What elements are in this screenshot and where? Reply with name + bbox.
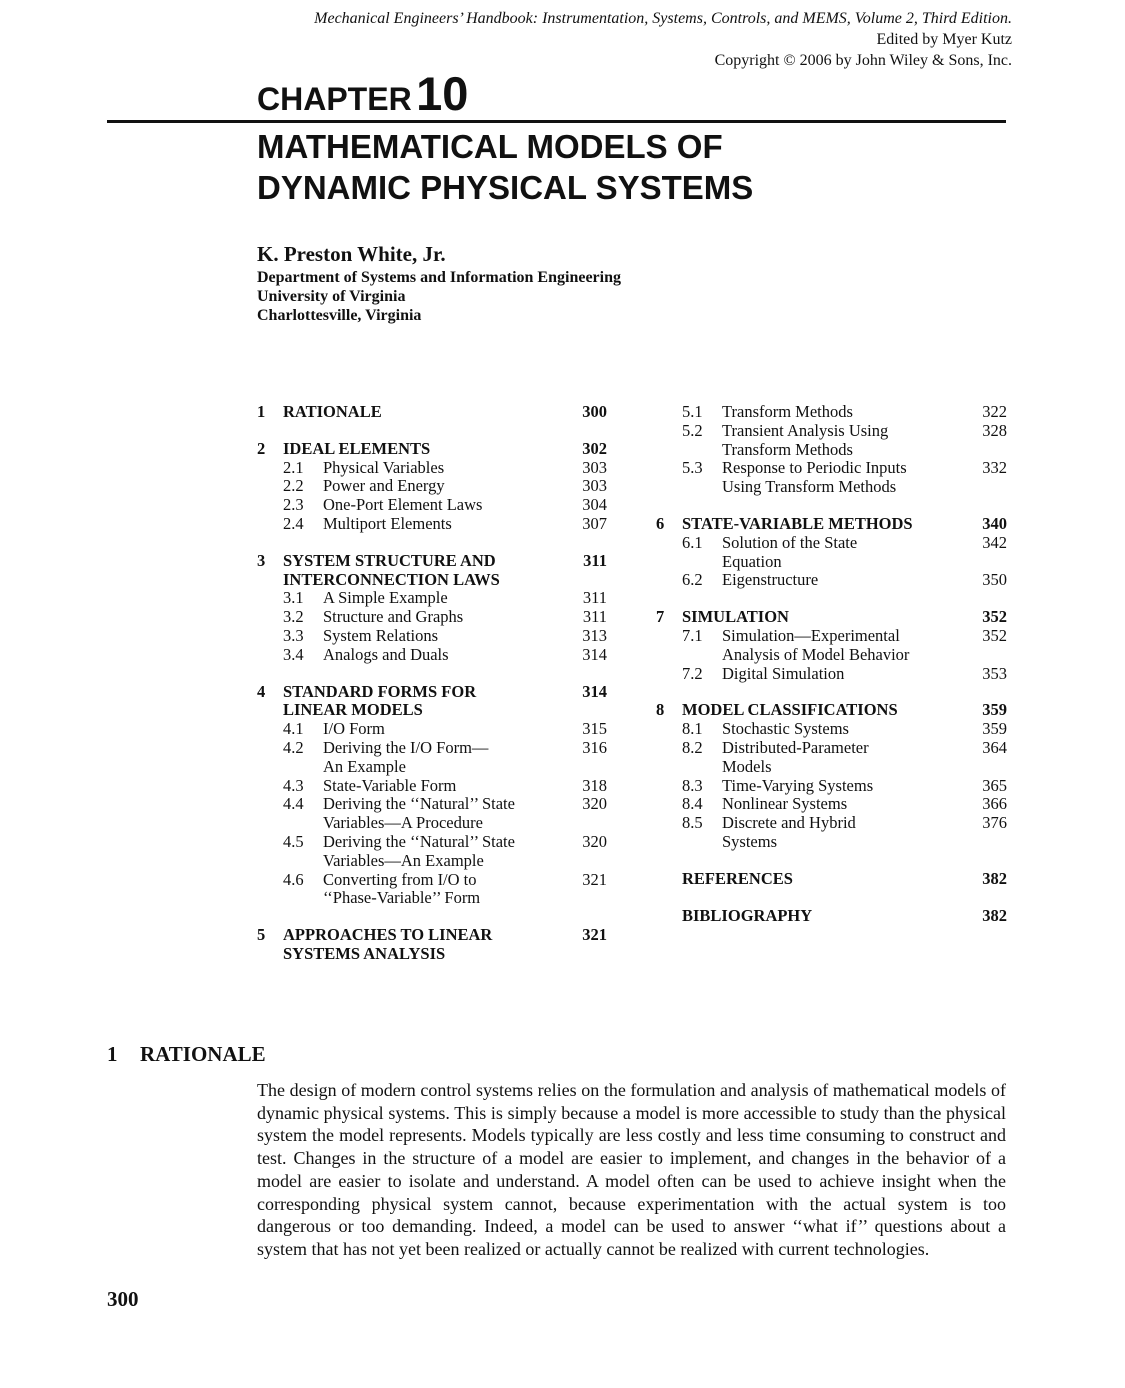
toc-subentry-page: 313 (582, 625, 607, 645)
toc-gap (656, 889, 1007, 907)
author-department: Department of Systems and Information Engineering (257, 269, 621, 286)
toc-subentry-title (722, 459, 963, 497)
toc-entry (257, 683, 607, 721)
toc-subentry-title (722, 403, 963, 422)
toc-subentry-number: 3.2 (283, 607, 304, 627)
toc-subentry-number: 5.3 (682, 458, 703, 478)
author-university: University of Virginia (257, 288, 406, 305)
toc-subentry-title (722, 739, 963, 777)
toc-subentry (257, 627, 607, 646)
toc-title-line: Analogs and Duals (323, 644, 449, 664)
chapter-title-line: DYNAMIC PHYSICAL SYSTEMS (257, 169, 754, 206)
toc-subentry-title (323, 777, 563, 796)
toc-gap (257, 534, 607, 552)
toc-subentry (257, 833, 607, 871)
toc-subentry-title (323, 833, 563, 871)
toc-title-line: Response to Periodic Inputs (722, 458, 907, 478)
toc-subentry-page: 321 (582, 869, 607, 889)
toc-title-line: Analysis of Model Behavior (722, 644, 910, 664)
toc-right-column (656, 403, 1007, 925)
toc-title-line: Eigenstructure (722, 570, 819, 590)
toc-subentry (257, 459, 607, 478)
section-title: RATIONALE (140, 1042, 266, 1066)
toc-entry (257, 926, 607, 964)
toc-title-line: REFERENCES (682, 868, 793, 888)
toc-entry-title (682, 870, 963, 889)
toc-title-line: System Relations (323, 625, 439, 645)
toc-subentry (257, 739, 607, 777)
toc-entry (257, 440, 607, 459)
toc-subentry-number: 5.1 (682, 402, 703, 421)
toc-subentry (656, 739, 1007, 777)
author-location: Charlottesville, Virginia (257, 307, 422, 324)
toc-subentry-page: 350 (982, 570, 1007, 590)
toc-entry (656, 870, 1007, 889)
toc-subentry-number: 2.3 (283, 495, 304, 515)
toc-subentry-number: 3.1 (283, 588, 304, 608)
toc-entry-title (283, 403, 563, 422)
toc-subentry-page: 366 (982, 794, 1007, 814)
toc-title-line: Physical Variables (323, 457, 445, 477)
toc-title-line: LINEAR MODELS (283, 700, 423, 720)
toc-subentry (257, 646, 607, 665)
toc-gap (656, 683, 1007, 701)
toc-title-line: Discrete and Hybrid (722, 813, 856, 833)
toc-subentry-page: 318 (582, 775, 607, 795)
toc-title-line: RATIONALE (283, 402, 382, 421)
toc-entry-page: 382 (982, 905, 1007, 925)
toc-gap (257, 908, 607, 926)
toc-entry-title (682, 907, 963, 926)
toc-title-line: Deriving the ‘‘Natural’’ State (323, 831, 515, 851)
chapter-rule (107, 120, 1006, 123)
toc-entry-number: 1 (257, 402, 266, 421)
toc-subentry-page: 376 (982, 813, 1007, 833)
toc-subentry-number: 8.3 (682, 775, 703, 795)
toc-subentry-number: 4.5 (283, 831, 304, 851)
chapter-number: 10 (416, 67, 469, 120)
toc-subentry (257, 795, 607, 833)
toc-title-line: Multiport Elements (323, 513, 452, 533)
editor-line: Edited by Myer Kutz (876, 31, 1012, 48)
toc-entry-page: 311 (583, 550, 607, 570)
toc-title-line: Deriving the ‘‘Natural’’ State (323, 794, 515, 814)
toc-subentry-number: 8.4 (682, 794, 703, 814)
toc-subentry-page: 364 (982, 737, 1007, 757)
author-name: K. Preston White, Jr. (257, 242, 446, 266)
toc-entry (656, 608, 1007, 627)
toc-entry-number: 8 (656, 700, 665, 720)
toc-subentry (257, 496, 607, 515)
toc-subentry-title (722, 627, 963, 665)
chapter-label (257, 66, 468, 121)
toc-subentry-number: 4.4 (283, 794, 304, 814)
toc-subentry (257, 777, 607, 796)
toc-entry-title (283, 440, 563, 459)
toc-subentry (656, 814, 1007, 852)
toc-title-line: Solution of the State (722, 532, 858, 552)
toc-subentry-title (722, 814, 963, 852)
section-heading (107, 1042, 266, 1067)
toc-gap (656, 852, 1007, 870)
page-number: 300 (107, 1287, 139, 1311)
toc-title-line: Deriving the I/O Form— (323, 737, 489, 757)
toc-subentry-title (722, 422, 963, 460)
toc-title-line: Converting from I/O to (323, 869, 477, 889)
toc-subentry-number: 5.2 (682, 420, 703, 440)
toc-gap (656, 497, 1007, 515)
toc-subentry-page: 332 (982, 458, 1007, 478)
toc-entry-page: 302 (582, 438, 607, 458)
toc-gap (656, 590, 1007, 608)
toc-subentry-title (722, 534, 963, 572)
toc-subentry-number: 7.1 (682, 625, 703, 645)
toc-title-line: One-Port Element Laws (323, 495, 483, 515)
toc-subentry-title (722, 571, 963, 590)
section-number: 1 (107, 1042, 118, 1066)
toc-subentry-page: 320 (582, 831, 607, 851)
toc-subentry-number: 2.2 (283, 476, 304, 496)
toc-subentry-page: 342 (982, 532, 1007, 552)
chapter-title-line: MATHEMATICAL MODELS OF (257, 128, 723, 165)
toc-entry (656, 515, 1007, 534)
toc-subentry-page: 316 (582, 737, 607, 757)
toc-title-line: Transient Analysis Using (722, 420, 889, 440)
toc-title-line: Stochastic Systems (722, 719, 849, 739)
running-header (200, 8, 1012, 71)
toc-subentry (656, 720, 1007, 739)
toc-title-line: Power and Energy (323, 476, 445, 496)
toc-entry (656, 907, 1007, 926)
toc-subentry-number: 6.1 (682, 532, 703, 552)
toc-subentry (656, 422, 1007, 460)
toc-title-line: I/O Form (323, 719, 385, 739)
toc-entry-page: 340 (982, 513, 1007, 533)
toc-subentry (257, 720, 607, 739)
toc-subentry-number: 6.2 (682, 570, 703, 590)
toc-entry-title (682, 515, 963, 534)
toc-subentry-page: 365 (982, 775, 1007, 795)
toc-subentry (257, 608, 607, 627)
toc-title-line: ‘‘Phase-Variable’’ Form (323, 888, 481, 908)
toc-subentry-title (722, 720, 963, 739)
toc-subentry-page: 353 (982, 663, 1007, 683)
toc-title-line: SYSTEMS ANALYSIS (283, 943, 446, 963)
toc-subentry-title (323, 627, 563, 646)
toc-subentry (656, 627, 1007, 665)
copyright-line: Copyright © 2006 by John Wiley & Sons, Inc. (714, 52, 1012, 69)
toc-entry-number: 5 (257, 925, 266, 945)
author-block (257, 240, 621, 325)
toc-entry-page: 382 (982, 868, 1007, 888)
toc-subentry-page: 307 (582, 513, 607, 533)
toc-title-line: An Example (323, 756, 406, 776)
toc-entry-title (682, 701, 963, 720)
chapter-title (257, 126, 997, 208)
toc-entry-number: 2 (257, 438, 266, 458)
toc-title-line: INTERCONNECTION LAWS (283, 569, 500, 589)
toc-subentry (656, 665, 1007, 684)
toc-title-line: APPROACHES TO LINEAR (283, 925, 493, 945)
toc-subentry-title (323, 459, 563, 478)
toc-entry-number: 6 (656, 513, 665, 533)
toc-subentry (656, 534, 1007, 572)
toc-entry (257, 403, 607, 422)
toc-subentry-number: 8.2 (682, 737, 703, 757)
toc-subentry (656, 403, 1007, 422)
toc-subentry-page: 311 (582, 607, 607, 627)
toc-title-line: Digital Simulation (722, 663, 845, 683)
toc-subentry-title (722, 665, 963, 684)
toc-subentry-title (722, 795, 963, 814)
toc-subentry (257, 477, 607, 496)
book-title-line: Mechanical Engineers’ Handbook: Instrumentation, Systems, Controls, and MEMS, Volume 2, Third Edition. (314, 10, 1012, 27)
toc-title-line: BIBLIOGRAPHY (682, 905, 813, 925)
toc-entry-number: 7 (656, 607, 665, 627)
toc-subentry-page: 359 (982, 719, 1007, 739)
toc-entry-page: 352 (982, 607, 1007, 627)
toc-title-line: State-Variable Form (323, 775, 457, 795)
toc-subentry-number: 4.6 (283, 869, 304, 889)
toc-subentry-number: 7.2 (682, 663, 703, 683)
toc-subentry-title (722, 777, 963, 796)
toc-title-line: Using Transform Methods (722, 477, 897, 497)
toc-entry-number: 3 (257, 550, 266, 570)
toc-title-line: A Simple Example (323, 588, 448, 608)
toc-subentry-page: 320 (582, 794, 607, 814)
toc-subentry-title (323, 646, 563, 665)
toc-title-line: IDEAL ELEMENTS (283, 438, 431, 458)
toc-entry-page: 321 (582, 925, 607, 945)
toc-title-line: Transform Methods (722, 402, 853, 421)
toc-subentry-page: 352 (982, 625, 1007, 645)
toc-title-line: Variables—A Procedure (323, 813, 483, 833)
toc-entry-title (283, 683, 563, 721)
toc-entry-number: 4 (257, 681, 266, 701)
toc-title-line: STATE-VARIABLE METHODS (682, 513, 913, 533)
toc-gap (257, 422, 607, 440)
toc-title-line: Nonlinear Systems (722, 794, 848, 814)
toc-subentry (656, 777, 1007, 796)
toc-title-line: Systems (722, 831, 778, 851)
toc-title-line: SIMULATION (682, 607, 789, 627)
toc-subentry-number: 2.1 (283, 457, 304, 477)
toc-subentry-title (323, 871, 563, 909)
toc-subentry-title (323, 515, 563, 534)
chapter-word: CHAPTER (257, 81, 412, 117)
toc-title-line: Transform Methods (722, 439, 853, 459)
toc-subentry-number: 2.4 (283, 513, 304, 533)
toc-entry-page: 300 (582, 402, 607, 421)
toc-subentry (656, 795, 1007, 814)
toc-subentry-page: 303 (582, 476, 607, 496)
toc-title-line: MODEL CLASSIFICATIONS (682, 700, 898, 720)
toc-title-line: Time-Varying Systems (722, 775, 874, 795)
toc-entry-title (283, 926, 563, 964)
toc-title-line: SYSTEM STRUCTURE AND (283, 550, 496, 570)
toc-title-line: Models (722, 756, 772, 776)
toc-subentry-number: 4.3 (283, 775, 304, 795)
toc-subentry-page: 304 (582, 495, 607, 515)
toc-left-column (257, 403, 607, 964)
toc-entry (656, 701, 1007, 720)
toc-subentry-number: 8.5 (682, 813, 703, 833)
body-paragraph: The design of modern control systems relies on the formulation and analysis of mathematical models of dynamic physical systems. This is simply because a model is more accessible to study than the physical system the model represents. Models typically are less costly and less time consuming to construct and test. Changes in the structure of a model are easier to implement, and changes in the behavior of a model are easier to isolate and understand. A model often can be used to achieve insight when the corresponding physical system cannot, because experimentation with the actual system is too dangerous or too demanding. Indeed, a model can be used to answer ‘‘what if’’ questions about a system that has not yet been realized or actually cannot be realized with current technologies. (257, 1080, 1006, 1259)
toc-title-line: Variables—An Example (323, 850, 484, 870)
toc-subentry-number: 8.1 (682, 719, 703, 739)
toc-subentry-page: 315 (582, 719, 607, 739)
toc-subentry-page: 303 (582, 457, 607, 477)
toc-subentry-number: 3.3 (283, 625, 304, 645)
toc-entry (257, 552, 607, 590)
toc-subentry-page: 311 (582, 588, 607, 608)
toc-entry-title (682, 608, 963, 627)
toc-subentry-title (323, 608, 563, 627)
toc-title-line: Structure and Graphs (323, 607, 464, 627)
toc-subentry (656, 459, 1007, 497)
toc-subentry-page: 314 (582, 644, 607, 664)
toc-subentry (257, 515, 607, 534)
toc-subentry (257, 871, 607, 909)
toc-subentry-page: 328 (982, 420, 1007, 440)
toc-subentry-page: 322 (982, 402, 1007, 421)
toc-subentry-number: 3.4 (283, 644, 304, 664)
toc-subentry-title (323, 720, 563, 739)
toc-title-line: Distributed-Parameter (722, 737, 869, 757)
toc-subentry-title (323, 496, 563, 515)
toc-subentry-title (323, 477, 563, 496)
toc-subentry-title (323, 795, 563, 833)
toc-entry-page: 314 (582, 681, 607, 701)
toc-entry-page: 359 (982, 700, 1007, 720)
toc-entry-title (283, 552, 563, 590)
toc-subentry (656, 571, 1007, 590)
toc-title-line: STANDARD FORMS FOR (283, 681, 477, 701)
toc-title-line: Equation (722, 551, 782, 571)
toc-subentry-title (323, 739, 563, 777)
toc-subentry (257, 589, 607, 608)
toc-subentry-title (323, 589, 563, 608)
toc-title-line: Simulation—Experimental (722, 625, 900, 645)
toc-subentry-number: 4.1 (283, 719, 304, 739)
toc-subentry-number: 4.2 (283, 737, 304, 757)
toc-gap (257, 665, 607, 683)
